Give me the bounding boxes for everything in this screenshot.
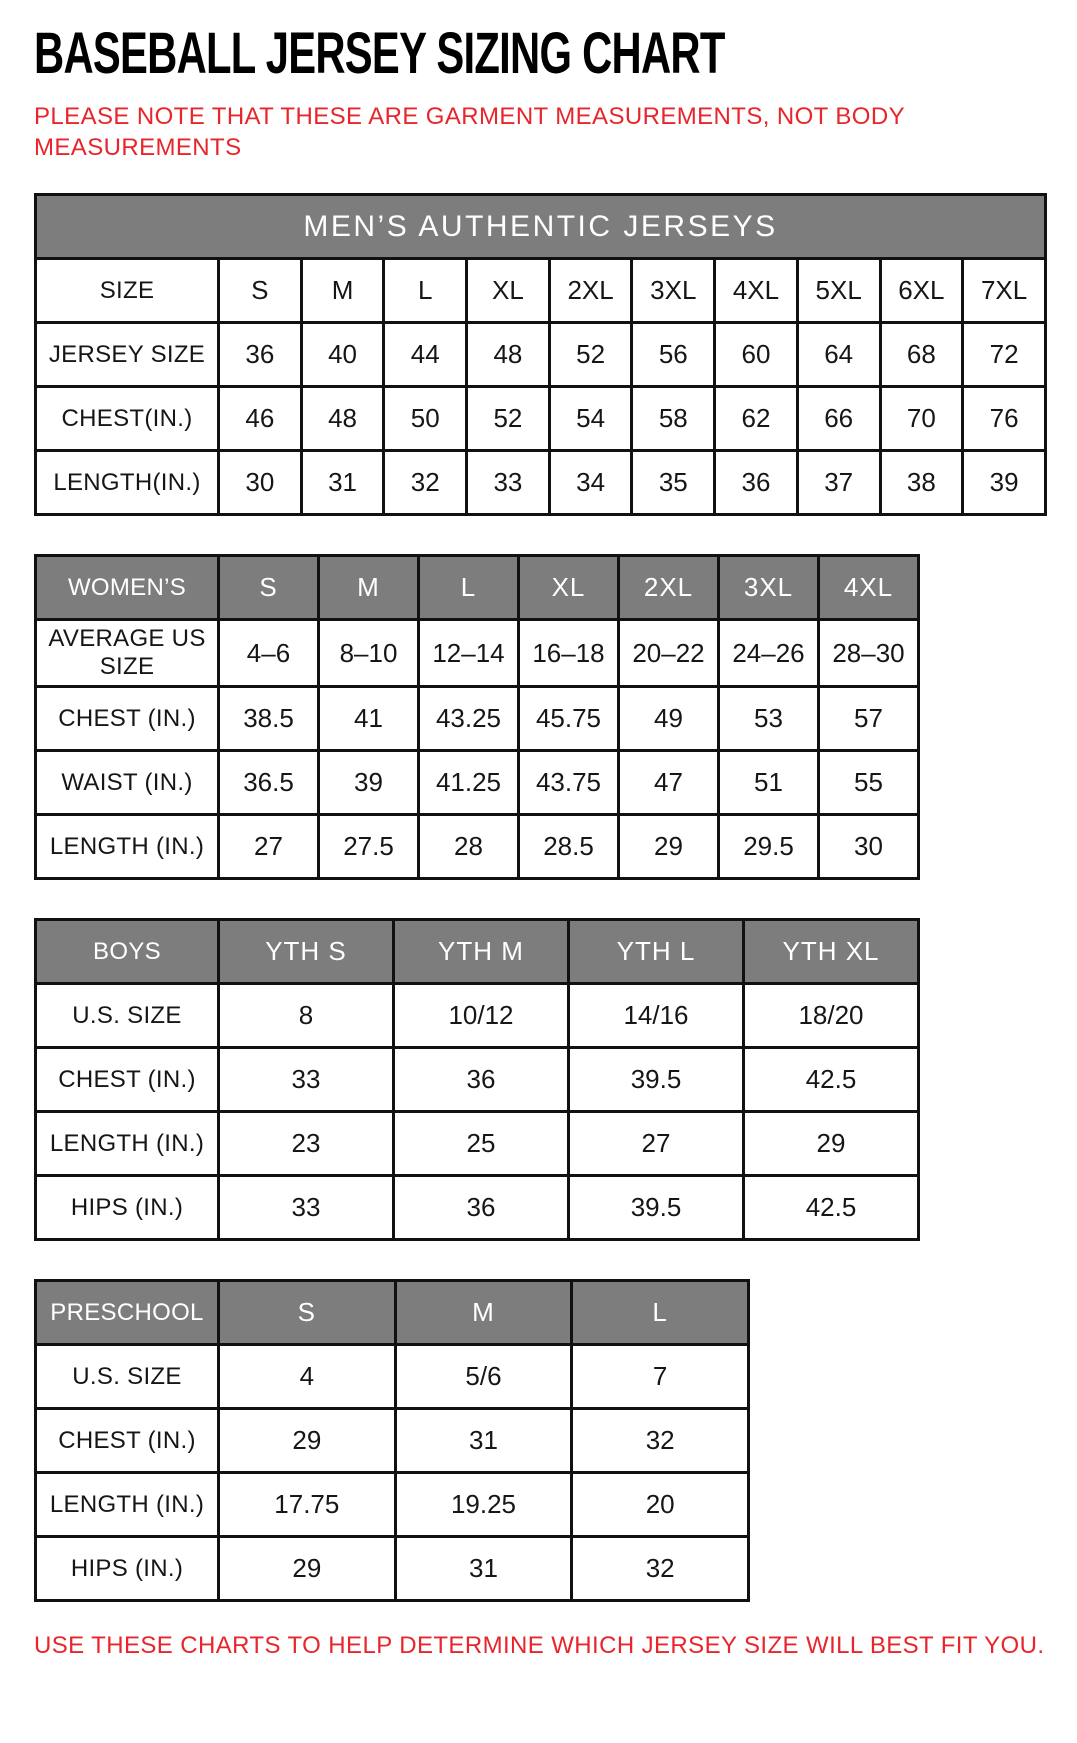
size-value: 14/16 bbox=[569, 984, 744, 1048]
column-header: S bbox=[219, 556, 319, 620]
size-value: 29 bbox=[619, 815, 719, 879]
table-row bbox=[36, 259, 1046, 323]
size-value: 55 bbox=[819, 751, 919, 815]
column-header: L bbox=[419, 556, 519, 620]
size-value: 33 bbox=[467, 451, 550, 515]
table-row bbox=[36, 751, 919, 815]
column-header: XL bbox=[519, 556, 619, 620]
size-value: 76 bbox=[963, 387, 1046, 451]
size-value: 45.75 bbox=[519, 687, 619, 751]
size-value: 4XL bbox=[715, 259, 798, 323]
row-label: LENGTH(IN.) bbox=[36, 451, 219, 515]
table-row bbox=[36, 1537, 749, 1601]
size-value: 28.5 bbox=[519, 815, 619, 879]
size-value: 36 bbox=[394, 1176, 569, 1240]
footer-note: USE THESE CHARTS TO HELP DETERMINE WHICH JERSEY SIZE WILL BEST FIT YOU. bbox=[34, 1632, 1045, 1660]
row-label: JERSEY SIZE bbox=[36, 323, 219, 387]
size-value: 31 bbox=[301, 451, 384, 515]
size-value: 60 bbox=[715, 323, 798, 387]
size-value: 2XL bbox=[549, 259, 632, 323]
size-value: 36 bbox=[715, 451, 798, 515]
size-value: 24–26 bbox=[719, 620, 819, 687]
size-value: 31 bbox=[395, 1537, 572, 1601]
table-row bbox=[36, 1409, 749, 1473]
size-value: 72 bbox=[963, 323, 1046, 387]
size-value: 34 bbox=[549, 451, 632, 515]
size-value: 29 bbox=[744, 1112, 919, 1176]
size-value: 53 bbox=[719, 687, 819, 751]
size-value: 35 bbox=[632, 451, 715, 515]
size-value: 47 bbox=[619, 751, 719, 815]
size-value: 43.25 bbox=[419, 687, 519, 751]
column-header: M bbox=[395, 1281, 572, 1345]
size-value: L bbox=[384, 259, 467, 323]
table-header-row bbox=[36, 556, 919, 620]
table-row bbox=[36, 1473, 749, 1537]
size-value: 33 bbox=[219, 1048, 394, 1112]
table-row bbox=[36, 1345, 749, 1409]
size-value: 51 bbox=[719, 751, 819, 815]
column-header: YTH M bbox=[394, 920, 569, 984]
size-value: 18/20 bbox=[744, 984, 919, 1048]
size-value: 39 bbox=[963, 451, 1046, 515]
column-header: S bbox=[219, 1281, 396, 1345]
size-value: 7XL bbox=[963, 259, 1046, 323]
column-header: 2XL bbox=[619, 556, 719, 620]
table-header-label: PRESCHOOL bbox=[36, 1281, 219, 1345]
row-label: HIPS (IN.) bbox=[36, 1537, 219, 1601]
size-value: 33 bbox=[219, 1176, 394, 1240]
size-value: 42.5 bbox=[744, 1048, 919, 1112]
table-row bbox=[36, 687, 919, 751]
womens-table bbox=[34, 554, 920, 880]
size-value: 40 bbox=[301, 323, 384, 387]
size-value: 32 bbox=[572, 1409, 749, 1473]
size-value: 52 bbox=[549, 323, 632, 387]
column-header: 4XL bbox=[819, 556, 919, 620]
table-row bbox=[36, 323, 1046, 387]
size-value: 44 bbox=[384, 323, 467, 387]
row-label: CHEST (IN.) bbox=[36, 1409, 219, 1473]
size-value: 32 bbox=[572, 1537, 749, 1601]
size-value: 5/6 bbox=[395, 1345, 572, 1409]
size-value: 62 bbox=[715, 387, 798, 451]
row-label: CHEST (IN.) bbox=[36, 1048, 219, 1112]
size-value: 4–6 bbox=[219, 620, 319, 687]
row-label: WAIST (IN.) bbox=[36, 751, 219, 815]
size-value: 17.75 bbox=[219, 1473, 396, 1537]
row-label: LENGTH (IN.) bbox=[36, 815, 219, 879]
row-label: U.S. SIZE bbox=[36, 984, 219, 1048]
size-value: 70 bbox=[880, 387, 963, 451]
size-value: 10/12 bbox=[394, 984, 569, 1048]
size-value: 7 bbox=[572, 1345, 749, 1409]
column-header: 3XL bbox=[719, 556, 819, 620]
size-value: 39.5 bbox=[569, 1176, 744, 1240]
size-value: 30 bbox=[219, 451, 302, 515]
column-header: M bbox=[319, 556, 419, 620]
size-value: 39.5 bbox=[569, 1048, 744, 1112]
size-value: 41.25 bbox=[419, 751, 519, 815]
size-value: 54 bbox=[549, 387, 632, 451]
size-value: 49 bbox=[619, 687, 719, 751]
column-header: YTH XL bbox=[744, 920, 919, 984]
mens-table bbox=[34, 193, 1047, 516]
size-value: 36 bbox=[394, 1048, 569, 1112]
table-row bbox=[36, 1112, 919, 1176]
size-value: 28 bbox=[419, 815, 519, 879]
size-value: 48 bbox=[467, 323, 550, 387]
size-value: 12–14 bbox=[419, 620, 519, 687]
womens-table-container bbox=[34, 554, 1047, 880]
row-label: CHEST(IN.) bbox=[36, 387, 219, 451]
row-label: SIZE bbox=[36, 259, 219, 323]
mens-table-container bbox=[34, 193, 1047, 516]
size-value: 30 bbox=[819, 815, 919, 879]
table-row bbox=[36, 1176, 919, 1240]
size-value: 48 bbox=[301, 387, 384, 451]
size-value: 38.5 bbox=[219, 687, 319, 751]
table-title-row bbox=[36, 195, 1046, 259]
size-value: 27.5 bbox=[319, 815, 419, 879]
size-value: 36.5 bbox=[219, 751, 319, 815]
preschool-table-container bbox=[34, 1279, 1047, 1602]
table-title: MEN’S AUTHENTIC JERSEYS bbox=[36, 195, 1046, 259]
size-value: 19.25 bbox=[395, 1473, 572, 1537]
table-row bbox=[36, 387, 1046, 451]
size-value: 58 bbox=[632, 387, 715, 451]
size-value: 68 bbox=[880, 323, 963, 387]
size-value: 29.5 bbox=[719, 815, 819, 879]
column-header: YTH L bbox=[569, 920, 744, 984]
table-header-row bbox=[36, 920, 919, 984]
row-label: U.S. SIZE bbox=[36, 1345, 219, 1409]
row-label: HIPS (IN.) bbox=[36, 1176, 219, 1240]
size-value: 27 bbox=[569, 1112, 744, 1176]
size-value: 31 bbox=[395, 1409, 572, 1473]
size-value: 29 bbox=[219, 1409, 396, 1473]
size-value: 52 bbox=[467, 387, 550, 451]
size-value: 29 bbox=[219, 1537, 396, 1601]
table-header-label: WOMEN’S bbox=[36, 556, 219, 620]
size-value: 37 bbox=[797, 451, 880, 515]
row-label: AVERAGE US SIZE bbox=[36, 620, 219, 687]
preschool-table bbox=[34, 1279, 750, 1602]
column-header: L bbox=[572, 1281, 749, 1345]
size-value: XL bbox=[467, 259, 550, 323]
boys-table-container bbox=[34, 918, 1047, 1241]
size-value: 50 bbox=[384, 387, 467, 451]
size-value: 8 bbox=[219, 984, 394, 1048]
table-header-label: BOYS bbox=[36, 920, 219, 984]
row-label: LENGTH (IN.) bbox=[36, 1112, 219, 1176]
size-value: 23 bbox=[219, 1112, 394, 1176]
table-row bbox=[36, 1048, 919, 1112]
size-value: M bbox=[301, 259, 384, 323]
size-value: 38 bbox=[880, 451, 963, 515]
size-value: 39 bbox=[319, 751, 419, 815]
size-value: 3XL bbox=[632, 259, 715, 323]
table-row bbox=[36, 620, 919, 687]
boys-table bbox=[34, 918, 920, 1241]
row-label: LENGTH (IN.) bbox=[36, 1473, 219, 1537]
size-value: 43.75 bbox=[519, 751, 619, 815]
size-value: S bbox=[219, 259, 302, 323]
size-value: 46 bbox=[219, 387, 302, 451]
table-row bbox=[36, 451, 1046, 515]
size-value: 66 bbox=[797, 387, 880, 451]
column-header: YTH S bbox=[219, 920, 394, 984]
size-value: 20 bbox=[572, 1473, 749, 1537]
size-value: 56 bbox=[632, 323, 715, 387]
size-value: 41 bbox=[319, 687, 419, 751]
garment-measurement-note: PLEASE NOTE THAT THESE ARE GARMENT MEASUREMENTS, NOT BODY MEASUREMENTS bbox=[34, 103, 905, 162]
size-value: 25 bbox=[394, 1112, 569, 1176]
size-value: 8–10 bbox=[319, 620, 419, 687]
size-value: 64 bbox=[797, 323, 880, 387]
size-value: 4 bbox=[219, 1345, 396, 1409]
table-row bbox=[36, 815, 919, 879]
size-value: 28–30 bbox=[819, 620, 919, 687]
row-label: CHEST (IN.) bbox=[36, 687, 219, 751]
page-title: BASEBALL JERSEY SIZING CHART bbox=[34, 21, 725, 86]
table-row bbox=[36, 984, 919, 1048]
size-value: 42.5 bbox=[744, 1176, 919, 1240]
size-value: 32 bbox=[384, 451, 467, 515]
size-value: 36 bbox=[219, 323, 302, 387]
size-value: 5XL bbox=[797, 259, 880, 323]
table-header-row bbox=[36, 1281, 749, 1345]
size-value: 57 bbox=[819, 687, 919, 751]
size-value: 27 bbox=[219, 815, 319, 879]
size-value: 20–22 bbox=[619, 620, 719, 687]
size-value: 16–18 bbox=[519, 620, 619, 687]
size-value: 6XL bbox=[880, 259, 963, 323]
